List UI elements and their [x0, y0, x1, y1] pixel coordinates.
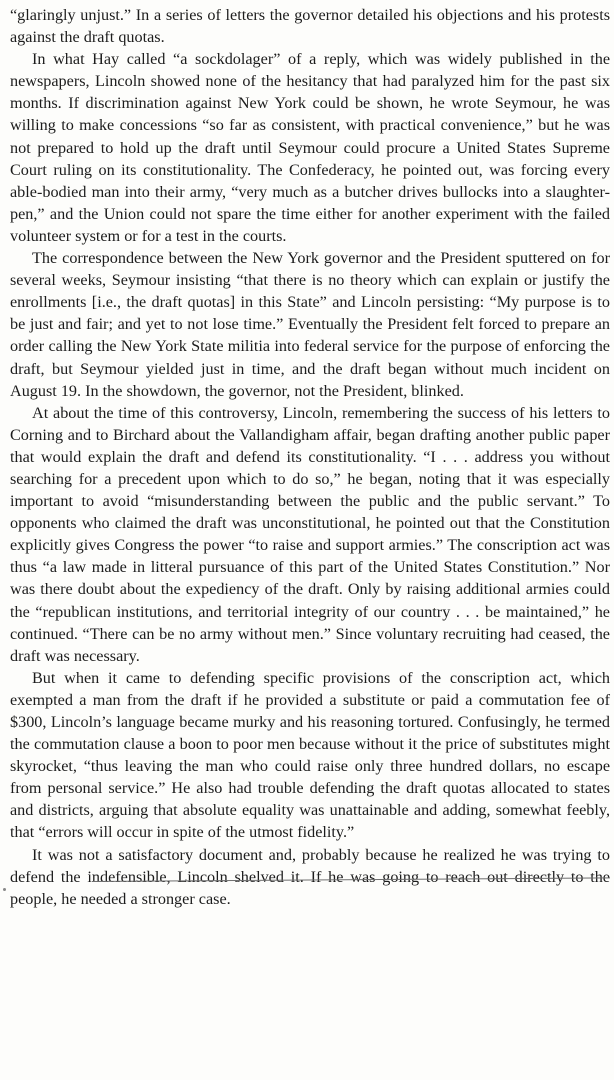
paragraph-conscription-provisions: But when it came to defending specific provisions of the conscription act, which exempted a man from the draft if he provided a substitute or paid a commutation fee of $300, Lincoln’s language became murky and his reasoning tortured. Confusingly, he termed the commutation clause a boon to poor men because without it the price of substitutes might skyrocket, “thus leaving the man who could raise only three hundred dollars, no escape from personal service.” He also had trouble defending the draft quotas allocated to states and districts, arguing that absolute equality was unattainable and adding, somewhat feebly, that “errors will occur in spite of the utmost fidelity.” [10, 668, 610, 842]
book-page-text [10, 4, 610, 910]
paragraph-continuation: “glaringly unjust.” In a series of letters the governor detailed his objections and his protests against the draft quotas. [10, 6, 610, 47]
paragraph-public-paper-draft: At about the time of this controversy, Lincoln, remembering the success of his letters to Corning and to Birchard about the Vallandigham affair, began drafting another public paper that would explain the draft and defend its constitutionality. “I . . . address you without searching for a precedent upon which to do so,” he began, noting that it was especially important to avoid “misunderstanding between the public and the public servant.” To opponents who claimed the draft was unconstitutional, he pointed out that the Constitution explicitly gives Congress the power “to raise and support armies.” The conscription act was thus “a law made in litteral pursuance of this part of the United States Constitution.” Nor was there doubt about the expediency of the draft. Only by raising additional armies could the “republican institutions, and territorial integrity of our country . . . be maintained,” he continued. “There can be no army without men.” Since voluntary recruiting had ceased, the draft was necessary. [10, 403, 610, 665]
stray-dot-mark [3, 888, 6, 891]
paragraph-governor-correspondence: The correspondence between the New York governor and the President sputtered on for several weeks, Seymour insisting “that there is no theory which can explain or justify the enrollments [i.e., the draft quotas] in this State” and Lincoln persisting: “My purpose is to be just and fair; and yet to not lose time.” Eventually the President felt forced to prepare an order calling the New York State militia into federal service for the purpose of enforcing the draft, but Seymour yielded just in time, and the draft began without much incident on August 19. In the showdown, the governor, not the President, blinked. [10, 249, 610, 400]
paragraph-shelved-document: It was not a satisfactory document and, probably because he realized he was trying to defend the indefensible, Lincoln shelved it. If he was going to reach out directly to the people, he needed a stronger case. [10, 845, 610, 908]
paragraph-sockdolager-reply: In what Hay called “a sockdolager” of a reply, which was widely published in the newspapers, Lincoln showed none of the hesitancy that had paralyzed him for the past six months. If discrimination against New York could be shown, he wrote Seymour, he was willing to make concessions “so far as consistent, with practical convenience,” but he was not prepared to hold up the draft until Seymour could procure a United States Supreme Court ruling on its constitutionality. The Confederacy, he pointed out, was forcing every able-bodied man into their army, “very much as a butcher drives bullocks into a slaughter-pen,” and the Union could not spare the time either for another experiment with the failed volunteer system or for a test in the courts. [10, 50, 610, 245]
